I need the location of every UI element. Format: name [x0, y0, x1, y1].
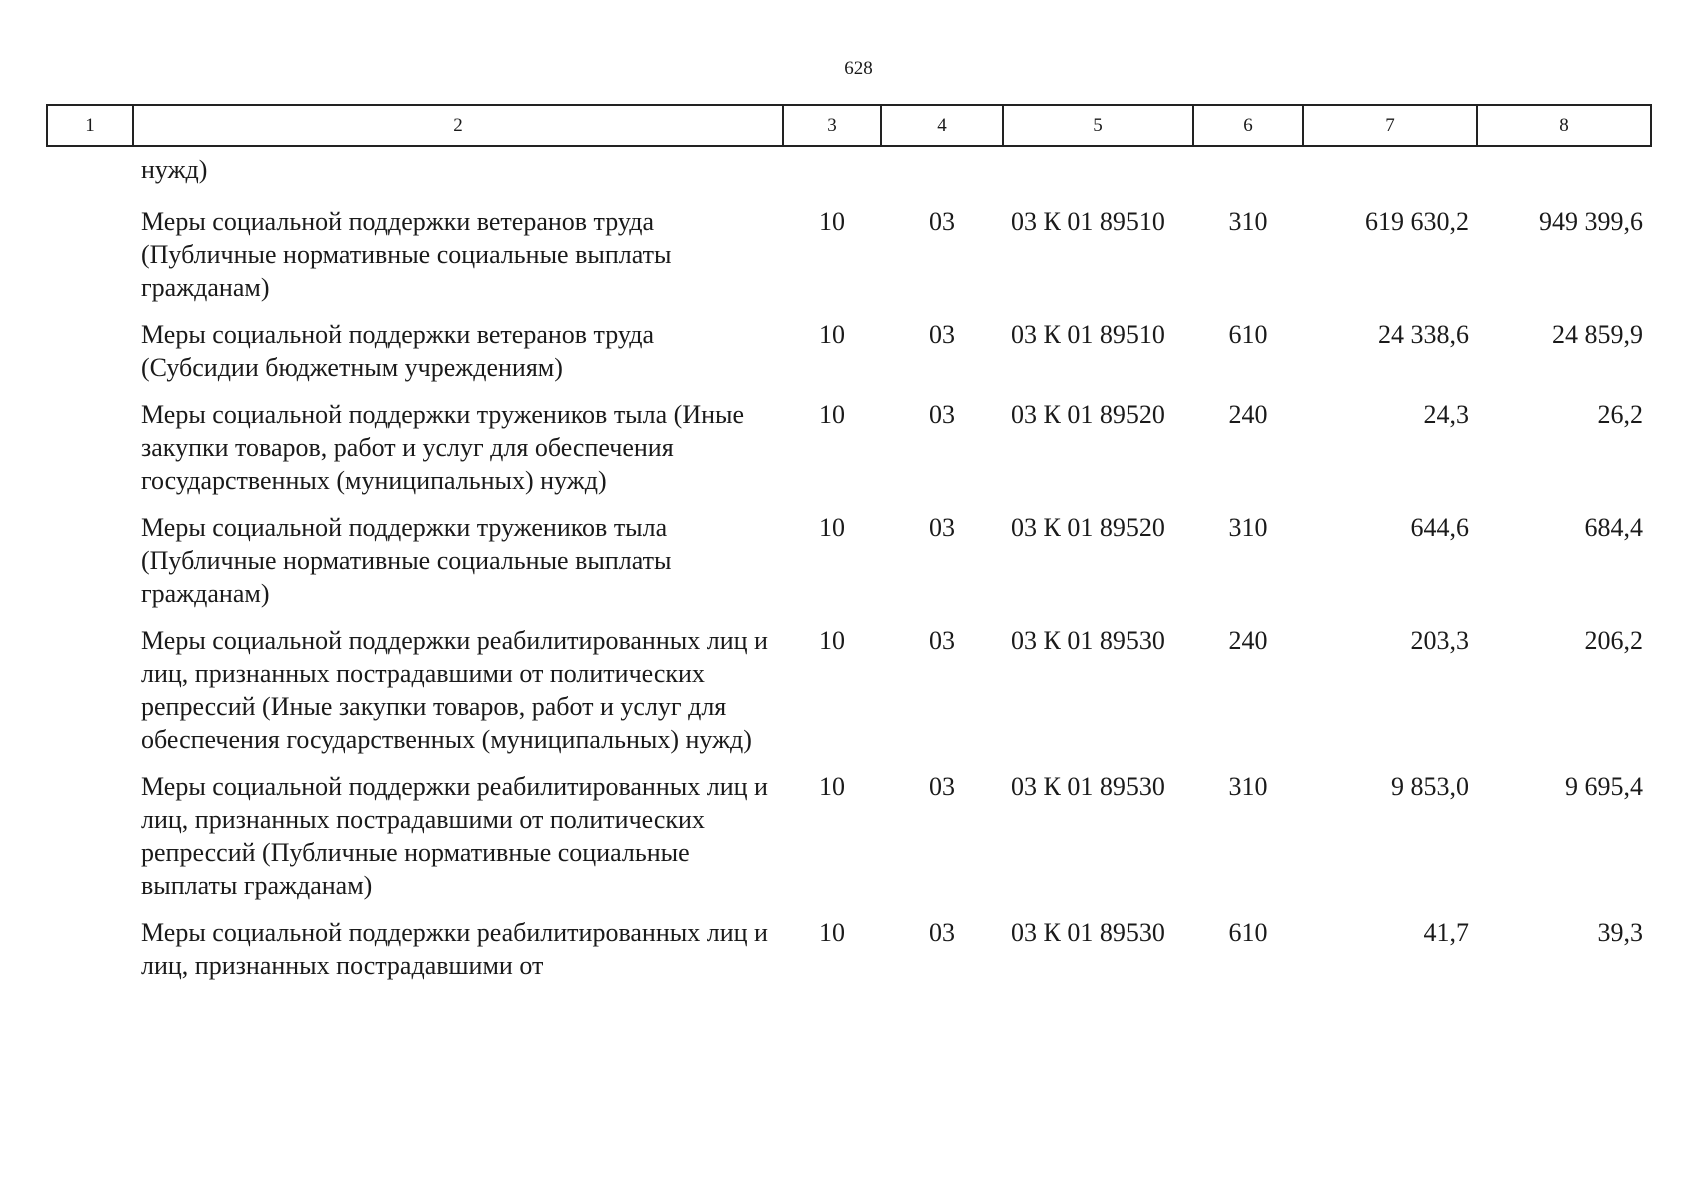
row-name: Меры социальной поддержки ветеранов труда (Субсидии бюджетным учреждениям) [141, 320, 655, 382]
row-section: 10 [819, 772, 845, 801]
row-target-item: 03 К 01 89510 [1011, 207, 1165, 236]
table-row [47, 384, 1651, 497]
row-section: 10 [819, 513, 845, 542]
row-target-item: 03 К 01 89510 [1011, 320, 1165, 349]
row-expense-type: 310 [1228, 207, 1268, 236]
budget-table [46, 104, 1652, 982]
row-expense-type: 610 [1228, 918, 1268, 947]
row-sum-2: 24 859,9 [1552, 320, 1643, 349]
header-cell-4: 4 [881, 105, 1003, 146]
row-sum-1: 24,3 [1423, 400, 1469, 429]
row-target-item: 03 К 01 89530 [1011, 772, 1165, 801]
page-number: 628 [844, 58, 873, 79]
table-row [47, 902, 1651, 982]
row-target-item: 03 К 01 89520 [1011, 400, 1165, 429]
row-target-item: 03 К 01 89530 [1011, 626, 1165, 655]
row-section: 10 [819, 320, 845, 349]
row-section: 10 [819, 207, 845, 236]
row-sum-2: 206,2 [1584, 626, 1643, 655]
row-sum-2: 9 695,4 [1565, 772, 1643, 801]
row-name: Меры социальной поддержки реабилитированных лиц и лиц, признанных пострадавшими от [141, 918, 768, 980]
header-cell-8: 8 [1477, 105, 1651, 146]
header-row [47, 105, 1651, 146]
row-subsection: 03 [929, 626, 955, 655]
row-sum-1: 24 338,6 [1378, 320, 1469, 349]
header-cell-6: 6 [1193, 105, 1303, 146]
row-target-item: 03 К 01 89530 [1011, 918, 1165, 947]
row-sum-2: 39,3 [1597, 918, 1643, 947]
row-sum-1: 619 630,2 [1365, 207, 1469, 236]
header-cell-7: 7 [1303, 105, 1477, 146]
row-expense-type: 310 [1228, 772, 1268, 801]
table-body [47, 146, 1651, 982]
row-sum-1: 41,7 [1423, 918, 1469, 947]
row-expense-type: 310 [1228, 513, 1268, 542]
table-row [47, 610, 1651, 756]
row-section: 10 [819, 626, 845, 655]
row-target-item: 03 К 01 89520 [1011, 513, 1165, 542]
table-row [47, 497, 1651, 610]
row-sum-1: 644,6 [1410, 513, 1469, 542]
header-cell-3: 3 [783, 105, 881, 146]
row-subsection: 03 [929, 400, 955, 429]
row-name: Меры социальной поддержки реабилитированных лиц и лиц, признанных пострадавшими от политических репрессий (Иные закупки товаров, работ и услуг для обеспечения государственных (муниципальных) нужд) [141, 626, 768, 754]
row-sum-2: 949 399,6 [1539, 207, 1643, 236]
row-expense-type: 240 [1228, 626, 1268, 655]
table-row [47, 304, 1651, 384]
row-sum-1: 9 853,0 [1391, 772, 1469, 801]
row-subsection: 03 [929, 918, 955, 947]
table-row [47, 756, 1651, 902]
row-section: 10 [819, 400, 845, 429]
row-expense-type: 610 [1228, 320, 1268, 349]
row-name: Меры социальной поддержки ветеранов труда (Публичные нормативные социальные выплаты гражданам) [141, 207, 672, 302]
row-subsection: 03 [929, 772, 955, 801]
header-cell-2: 2 [133, 105, 783, 146]
row-subsection: 03 [929, 207, 955, 236]
row-section: 10 [819, 918, 845, 947]
table-row [47, 191, 1651, 304]
row-name: Меры социальной поддержки реабилитированных лиц и лиц, признанных пострадавшими от политических репрессий (Публичные нормативные социальные выплаты гражданам) [141, 772, 768, 900]
row-subsection: 03 [929, 513, 955, 542]
row-name: Меры социальной поддержки тружеников тыла (Публичные нормативные социальные выплаты гражданам) [141, 513, 672, 608]
continuation-text: нужд) [141, 155, 208, 184]
row-sum-2: 26,2 [1597, 400, 1643, 429]
row-name: Меры социальной поддержки тружеников тыла (Иные закупки товаров, работ и услуг для обеспечения государственных (муниципальных) нужд) [141, 400, 745, 495]
row-expense-type: 240 [1228, 400, 1268, 429]
header-cell-1: 1 [47, 105, 133, 146]
row-sum-1: 203,3 [1410, 626, 1469, 655]
header-cell-5: 5 [1003, 105, 1193, 146]
continuation-row [47, 146, 1651, 191]
table-header [47, 105, 1651, 146]
row-subsection: 03 [929, 320, 955, 349]
row-sum-2: 684,4 [1584, 513, 1643, 542]
